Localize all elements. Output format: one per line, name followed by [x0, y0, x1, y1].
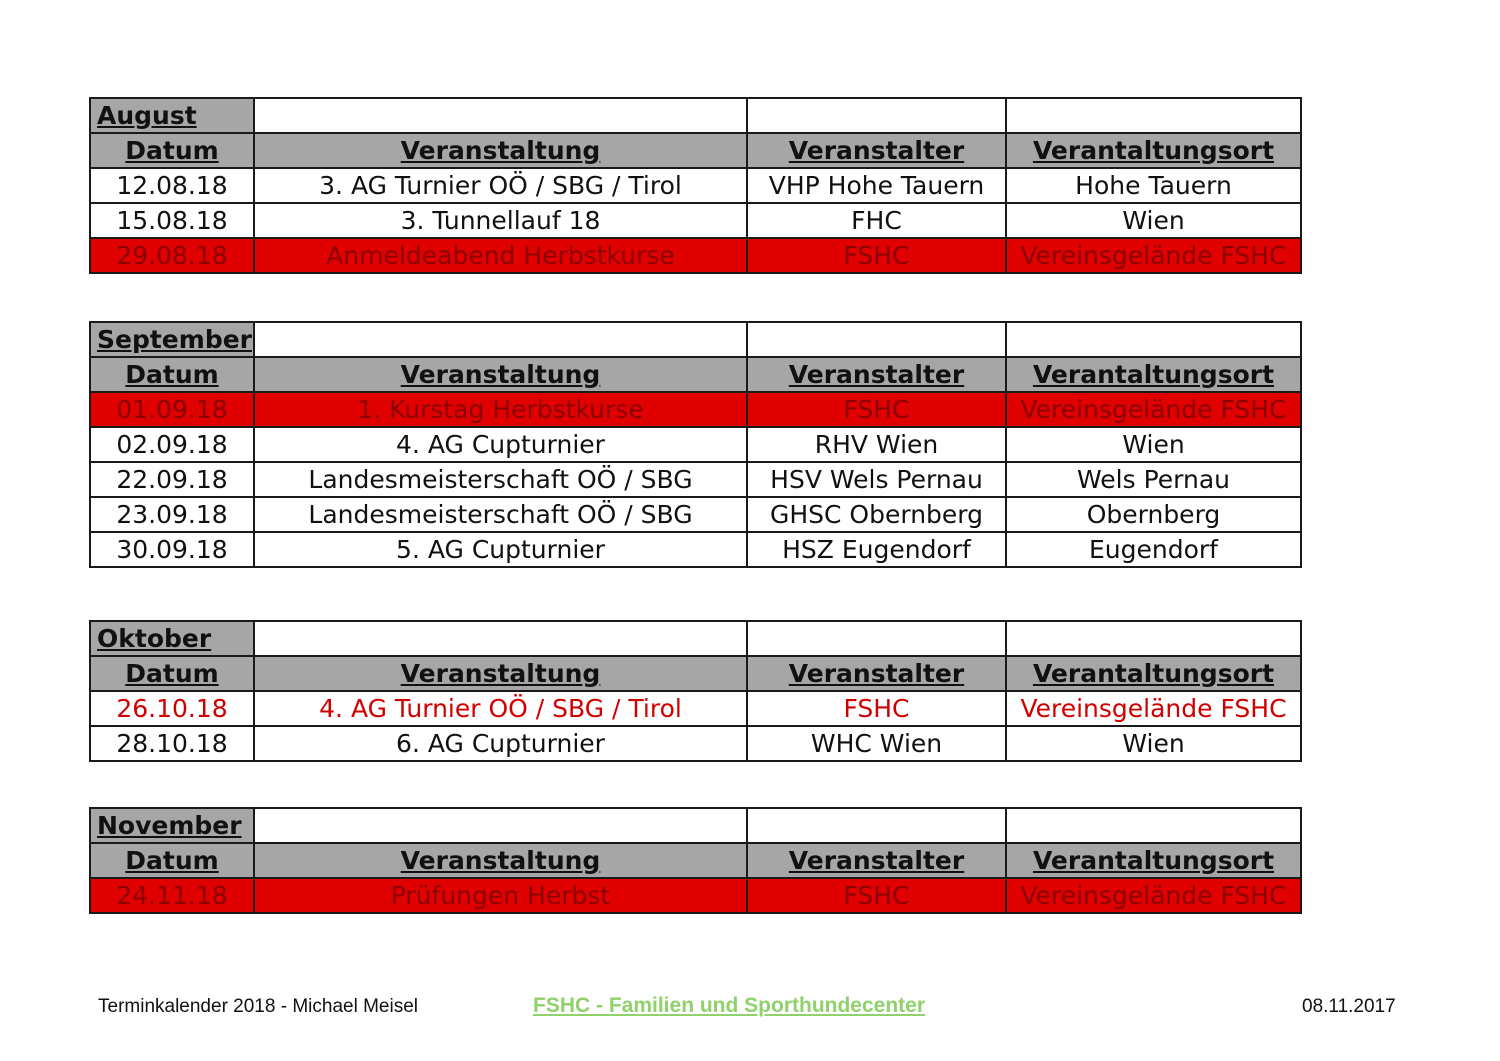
cell-veranstaltung: 4. AG Cupturnier — [254, 427, 747, 462]
cell-veranstalter: WHC Wien — [747, 726, 1006, 761]
cell-veranstalter: FSHC — [747, 238, 1006, 273]
empty-cell — [747, 98, 1006, 133]
empty-cell — [747, 621, 1006, 656]
empty-cell — [747, 322, 1006, 357]
cell-veranstaltung: 1. Kurstag Herbstkurse — [254, 392, 747, 427]
table-row — [90, 168, 1301, 203]
cell-veranstalter: GHSC Obernberg — [747, 497, 1006, 532]
cell-ort: Vereinsgelände FSHC — [1006, 392, 1301, 427]
month-title-row — [90, 322, 1301, 357]
cell-veranstaltung: 6. AG Cupturnier — [254, 726, 747, 761]
cell-datum: 28.10.18 — [90, 726, 254, 761]
cell-datum: 26.10.18 — [90, 691, 254, 726]
cell-ort: Wien — [1006, 203, 1301, 238]
month-table-september — [89, 321, 1302, 568]
month-table-november — [89, 807, 1302, 914]
month-title-row — [90, 98, 1301, 133]
empty-cell — [254, 322, 747, 357]
cell-veranstalter: FSHC — [747, 392, 1006, 427]
cell-datum: 02.09.18 — [90, 427, 254, 462]
empty-cell — [254, 98, 747, 133]
col-header-datum: Datum — [90, 133, 254, 168]
table-row — [90, 726, 1301, 761]
cell-veranstalter: VHP Hohe Tauern — [747, 168, 1006, 203]
cell-veranstaltung: 4. AG Turnier OÖ / SBG / Tirol — [254, 691, 747, 726]
col-header-datum: Datum — [90, 357, 254, 392]
cell-veranstalter: HSV Wels Pernau — [747, 462, 1006, 497]
cell-veranstaltung: 3. AG Turnier OÖ / SBG / Tirol — [254, 168, 747, 203]
cell-datum: 30.09.18 — [90, 532, 254, 567]
empty-cell — [254, 621, 747, 656]
col-header-veranstalter: Veranstalter — [747, 843, 1006, 878]
month-name: Oktober — [90, 621, 254, 656]
cell-datum: 24.11.18 — [90, 878, 254, 913]
cell-ort: Vereinsgelände FSHC — [1006, 238, 1301, 273]
table-row — [90, 427, 1301, 462]
cell-ort: Wien — [1006, 726, 1301, 761]
month-table-oktober — [89, 620, 1302, 762]
cell-veranstaltung: Anmeldeabend Herbstkurse — [254, 238, 747, 273]
cell-datum: 12.08.18 — [90, 168, 254, 203]
col-header-veranstaltung: Veranstaltung — [254, 656, 747, 691]
cell-datum: 29.08.18 — [90, 238, 254, 273]
column-header-row — [90, 133, 1301, 168]
cell-datum: 15.08.18 — [90, 203, 254, 238]
col-header-datum: Datum — [90, 843, 254, 878]
cell-veranstalter: RHV Wien — [747, 427, 1006, 462]
table-row-highlighted — [90, 392, 1301, 427]
col-header-veranstaltung: Veranstaltung — [254, 133, 747, 168]
empty-cell — [254, 808, 747, 843]
col-header-veranstalter: Veranstalter — [747, 357, 1006, 392]
col-header-veranstalter: Veranstalter — [747, 133, 1006, 168]
col-header-ort: Verantaltungsort — [1006, 133, 1301, 168]
empty-cell — [1006, 621, 1301, 656]
empty-cell — [1006, 322, 1301, 357]
cell-veranstaltung: 5. AG Cupturnier — [254, 532, 747, 567]
cell-datum: 01.09.18 — [90, 392, 254, 427]
month-name: November — [90, 808, 254, 843]
footer-organization-link[interactable]: FSHC - Familien und Sporthundecenter — [533, 994, 926, 1017]
table-row-red-text — [90, 691, 1301, 726]
cell-ort: Eugendorf — [1006, 532, 1301, 567]
col-header-ort: Verantaltungsort — [1006, 656, 1301, 691]
table-row — [90, 203, 1301, 238]
cell-veranstalter: FSHC — [747, 691, 1006, 726]
empty-cell — [747, 808, 1006, 843]
cell-ort: Wels Pernau — [1006, 462, 1301, 497]
month-name: September — [90, 322, 254, 357]
cell-ort: Vereinsgelände FSHC — [1006, 878, 1301, 913]
table-row-highlighted — [90, 238, 1301, 273]
cell-ort: Obernberg — [1006, 497, 1301, 532]
column-header-row — [90, 843, 1301, 878]
cell-ort: Vereinsgelände FSHC — [1006, 691, 1301, 726]
empty-cell — [1006, 98, 1301, 133]
col-header-datum: Datum — [90, 656, 254, 691]
cell-veranstaltung: Landesmeisterschaft OÖ / SBG — [254, 462, 747, 497]
empty-cell — [1006, 808, 1301, 843]
cell-datum: 23.09.18 — [90, 497, 254, 532]
footer-date: 08.11.2017 — [1302, 996, 1396, 1017]
month-title-row — [90, 808, 1301, 843]
cell-veranstaltung: Prüfungen Herbst — [254, 878, 747, 913]
col-header-veranstaltung: Veranstaltung — [254, 843, 747, 878]
col-header-ort: Verantaltungsort — [1006, 357, 1301, 392]
table-row — [90, 497, 1301, 532]
cell-veranstaltung: 3. Tunnellauf 18 — [254, 203, 747, 238]
table-row-highlighted — [90, 878, 1301, 913]
cell-veranstalter: HSZ Eugendorf — [747, 532, 1006, 567]
cell-ort: Wien — [1006, 427, 1301, 462]
cell-veranstalter: FSHC — [747, 878, 1006, 913]
month-table-august — [89, 97, 1302, 274]
cell-datum: 22.09.18 — [90, 462, 254, 497]
col-header-veranstaltung: Veranstaltung — [254, 357, 747, 392]
table-row — [90, 462, 1301, 497]
cell-ort: Hohe Tauern — [1006, 168, 1301, 203]
month-title-row — [90, 621, 1301, 656]
table-row — [90, 532, 1301, 567]
month-name: August — [90, 98, 254, 133]
cell-veranstalter: FHC — [747, 203, 1006, 238]
col-header-veranstalter: Veranstalter — [747, 656, 1006, 691]
col-header-ort: Verantaltungsort — [1006, 843, 1301, 878]
cell-veranstaltung: Landesmeisterschaft OÖ / SBG — [254, 497, 747, 532]
column-header-row — [90, 656, 1301, 691]
column-header-row — [90, 357, 1301, 392]
footer-author: Terminkalender 2018 - Michael Meisel — [98, 996, 418, 1017]
